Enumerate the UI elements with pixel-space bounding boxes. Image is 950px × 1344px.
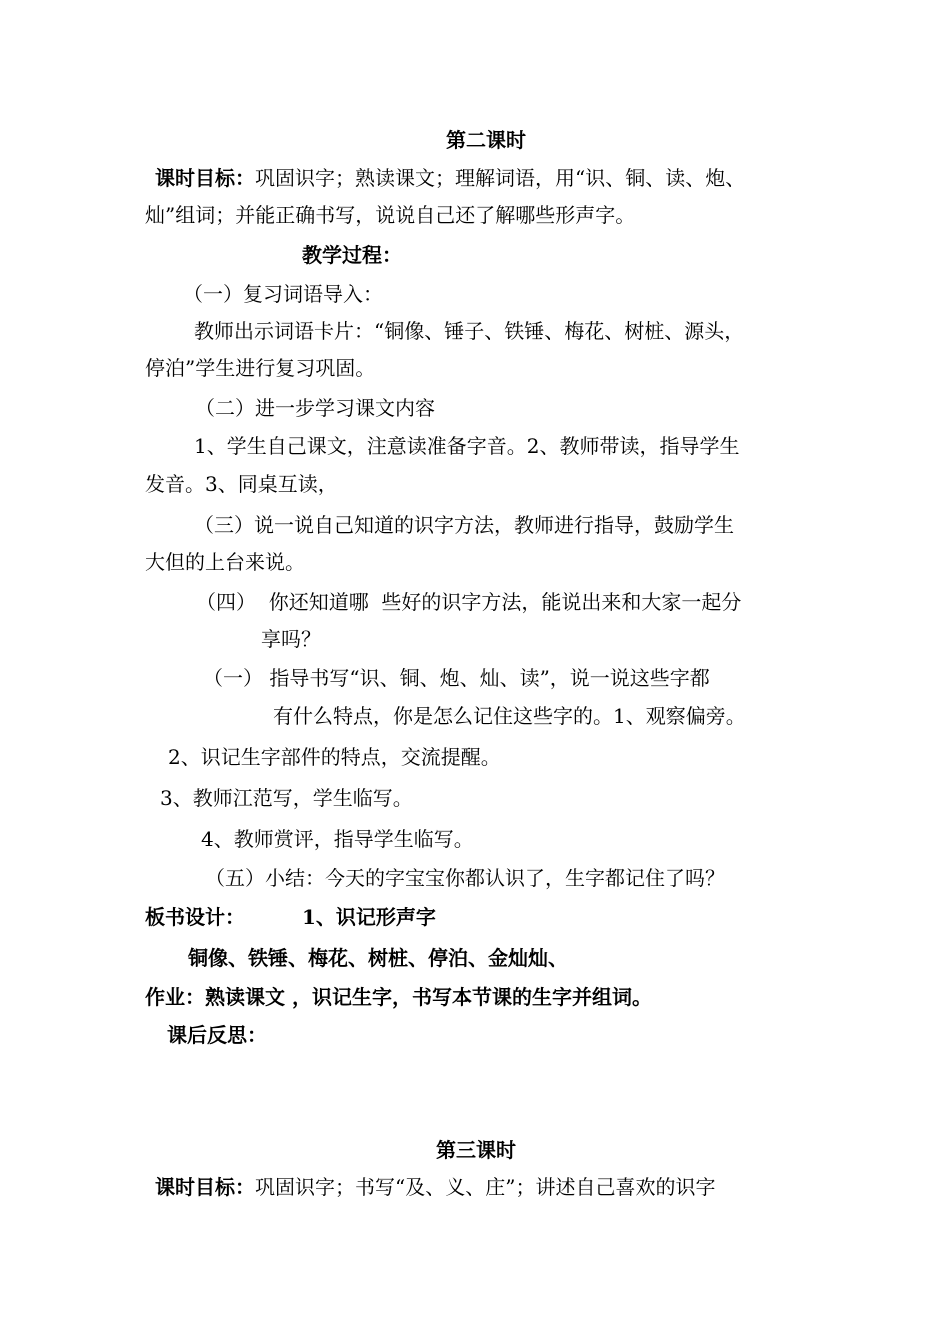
step1-text-1: 教师出示词语卡片：“铜像、锤子、铁锤、梅花、树桩、源头， (194, 319, 745, 343)
homework: 作业：熟读课文 ，识记生字，书写本节课的生字并组词。 (145, 985, 652, 1009)
step2-text-1: 1、学生自己课文，注意读准备字音。2、教师带读，指导学生 (194, 434, 740, 458)
lesson3-goal-label: 课时目标： (155, 1175, 255, 1199)
lesson2-goal-text: 巩固识字；熟读课文；理解词语，用“识、铜、读、炮、 (255, 166, 746, 190)
lesson2-goal-line-1 (155, 166, 745, 190)
board-design-title: 1、识记形声字 (302, 905, 436, 929)
lesson2-goal-line-2: 灿”组词；并能正确书写，说说自己还了解哪些形声字。 (145, 203, 636, 227)
step2-title: （二）进一步学习课文内容 (195, 396, 435, 420)
step4-text-2: 享吗？ (261, 627, 321, 651)
step1-title: （一）复习词语导入： (183, 282, 383, 306)
step1-text-2: 停泊”学生进行复习巩固。 (145, 356, 376, 380)
lesson2-title: 第二课时 (446, 128, 526, 152)
lesson3-goal-line-1 (155, 1175, 715, 1199)
lesson3-title: 第三课时 (436, 1138, 516, 1162)
step4-text-1: （四） 你还知道哪 些好的识字方法，能说出来和大家一起分 (196, 590, 742, 614)
lesson2-goal-label: 课时目标： (155, 166, 255, 190)
reflection-label: 课后反思： (167, 1023, 267, 1047)
step2-text-2: 发音。3、同桌互读， (145, 472, 338, 496)
step5-item-2: 2、识记生字部件的特点，交流提醒。 (168, 745, 501, 769)
summary: （五）小结：今天的字宝宝你都认识了，生字都记住了吗？ (205, 866, 725, 890)
step5-item-4: 4、教师赏评，指导学生临写。 (201, 827, 474, 851)
step3-text-1: （三）说一说自己知道的识字方法，教师进行指导，鼓励学生 (194, 513, 734, 537)
board-design-line (145, 905, 245, 929)
step5-text-1: （一） 指导书写“识、铜、炮、灿、读”，说一说这些字都 (203, 666, 710, 690)
lesson3-goal-text: 巩固识字；书写“及、义、庄”；讲述自己喜欢的识字 (255, 1175, 716, 1199)
step5-item-3: 3、教师江范写，学生临写。 (160, 786, 413, 810)
step5-text-2: 有什么特点，你是怎么记住这些字的。1、观察偏旁。 (273, 704, 746, 728)
board-design-label: 板书设计： (145, 905, 245, 929)
step3-text-2: 大但的上台来说。 (145, 550, 305, 574)
process-title: 教学过程： (302, 243, 402, 267)
board-design-words: 铜像、铁锤、梅花、树桩、停泊、金灿灿、 (188, 946, 568, 970)
